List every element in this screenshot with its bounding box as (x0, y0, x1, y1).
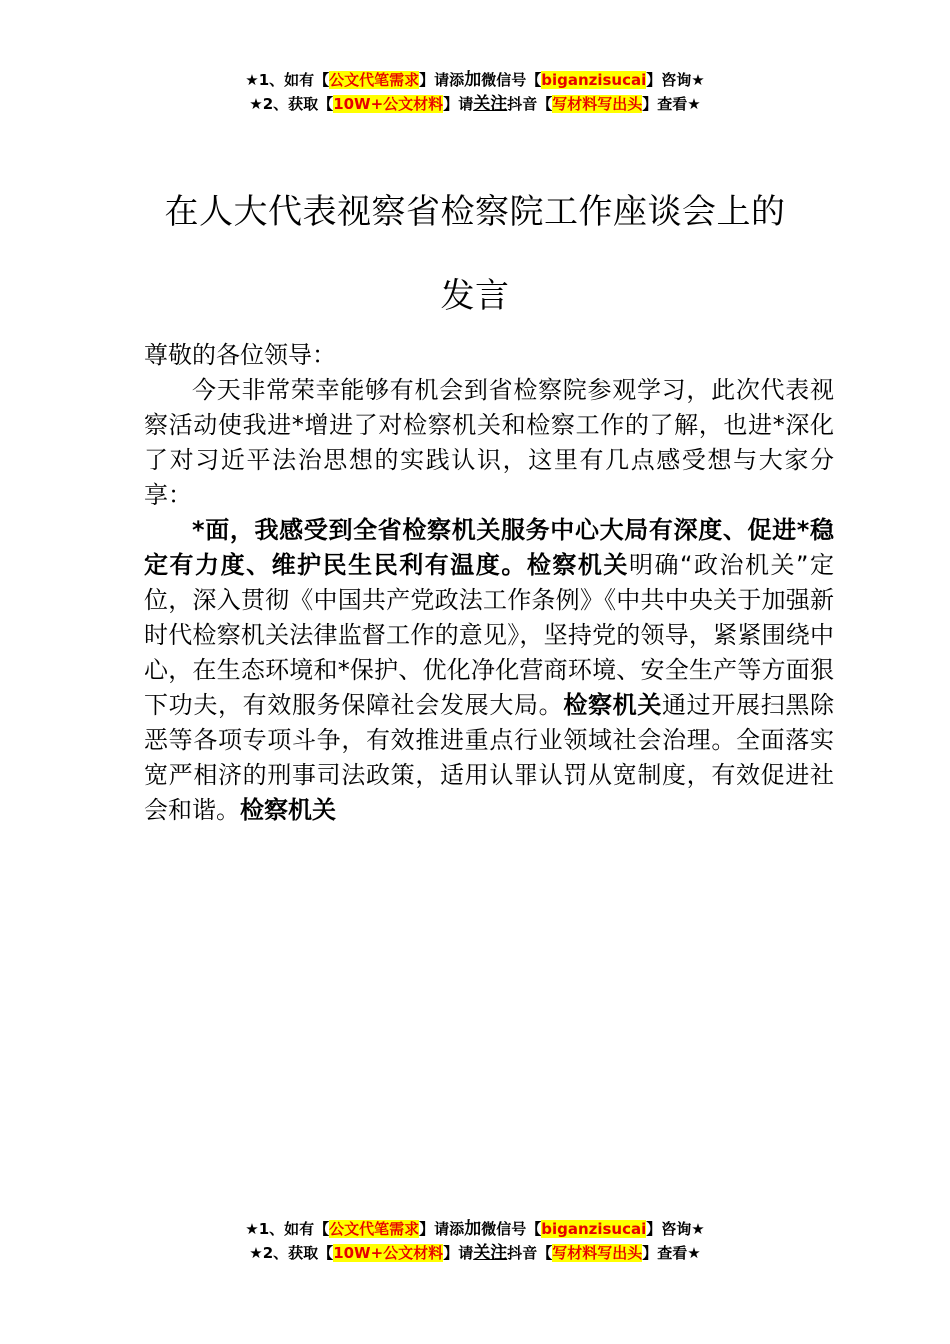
highlight-service-need: 公文代笔需求 (329, 71, 420, 89)
banner-text: 抖音【 (507, 95, 553, 113)
point-heading: *面，我感受到全省检察机关服务中心大局有深度、促进*稳定有力度、维护民生民利有温度。检察机关 (144, 516, 834, 579)
banner-text: 】咨询★ (646, 71, 705, 89)
banner-text: ★2、获取【 (249, 95, 334, 113)
footer-banner (0, 1217, 950, 1265)
point-text: 通过开展扫黑除恶等各项专项斗争，有效推进重点行业领域社会治理。全面落实宽严相济的刑事司法政策，适用认罪认罚从宽制度，有效促进社会和谐。 (144, 691, 835, 824)
highlight-service-need: 公文代笔需求 (329, 1220, 420, 1238)
banner-text: ★1、如有【 (245, 71, 330, 89)
highlight-douyin-account: 写材料写出头 (552, 95, 643, 113)
document-title (120, 170, 830, 338)
highlight-materials: 10W+公文材料 (333, 1244, 444, 1262)
point-bold-phrase: 检察机关 (240, 796, 336, 824)
banner-text: ★2、获取【 (249, 1244, 334, 1262)
highlight-materials: 10W+公文材料 (333, 95, 444, 113)
banner-line-2 (0, 92, 950, 116)
banner-text: 加 (464, 1219, 482, 1239)
banner-text: 】咨询★ (646, 1220, 705, 1238)
banner-text: 加 (464, 70, 482, 90)
banner-line-1 (0, 1217, 950, 1241)
banner-text: 】请 (443, 1244, 474, 1262)
banner-text: 微信号【 (481, 1220, 542, 1238)
point-text: 明确“政治机关”定位，深入贯彻《中国共产党政法工作条例》《中共中央关于加强新时代检察机关法律监督工作的意见》，坚持党的领导，紧紧围绕中心，在生态环境和*保护、优化净化营商环境、安全生产等方面狠下功夫，有效服务保障社会发展大局。 (144, 551, 835, 719)
header-banner (0, 68, 950, 116)
banner-line-1 (0, 68, 950, 92)
point-bold-phrase: 检察机关 (563, 691, 663, 719)
banner-text: 】查看★ (642, 1244, 701, 1262)
salutation: 尊敬的各位领导： (144, 341, 336, 369)
title-line-2: 发言 (440, 276, 510, 316)
banner-text: 关注 (473, 94, 508, 114)
banner-line-2 (0, 1241, 950, 1265)
banner-text: 关注 (473, 1243, 508, 1263)
banner-text: 微信号【 (481, 71, 542, 89)
banner-text: 】查看★ (642, 95, 701, 113)
banner-text: ★1、如有【 (245, 1220, 330, 1238)
highlight-wechat-id: biganzisucai (541, 1220, 647, 1238)
document-body (144, 338, 834, 828)
highlight-wechat-id: biganzisucai (541, 71, 647, 89)
highlight-douyin-account: 写材料写出头 (552, 1244, 643, 1262)
banner-text: 】请添 (419, 1220, 465, 1238)
banner-text: 】请 (443, 95, 474, 113)
paragraph-intro: 今天非常荣幸能够有机会到省检察院参观学习，此次代表视察活动使我进*增进了对检察机关和检察工作的了解，也进*深化了对习近平法治思想的实践认识，这里有几点感受想与大家分享： (144, 376, 834, 509)
title-line-1: 在人大代表视察省检察院工作座谈会上的 (164, 192, 786, 232)
banner-text: 】请添 (419, 71, 465, 89)
banner-text: 抖音【 (507, 1244, 553, 1262)
paragraph-first-point (144, 513, 834, 828)
